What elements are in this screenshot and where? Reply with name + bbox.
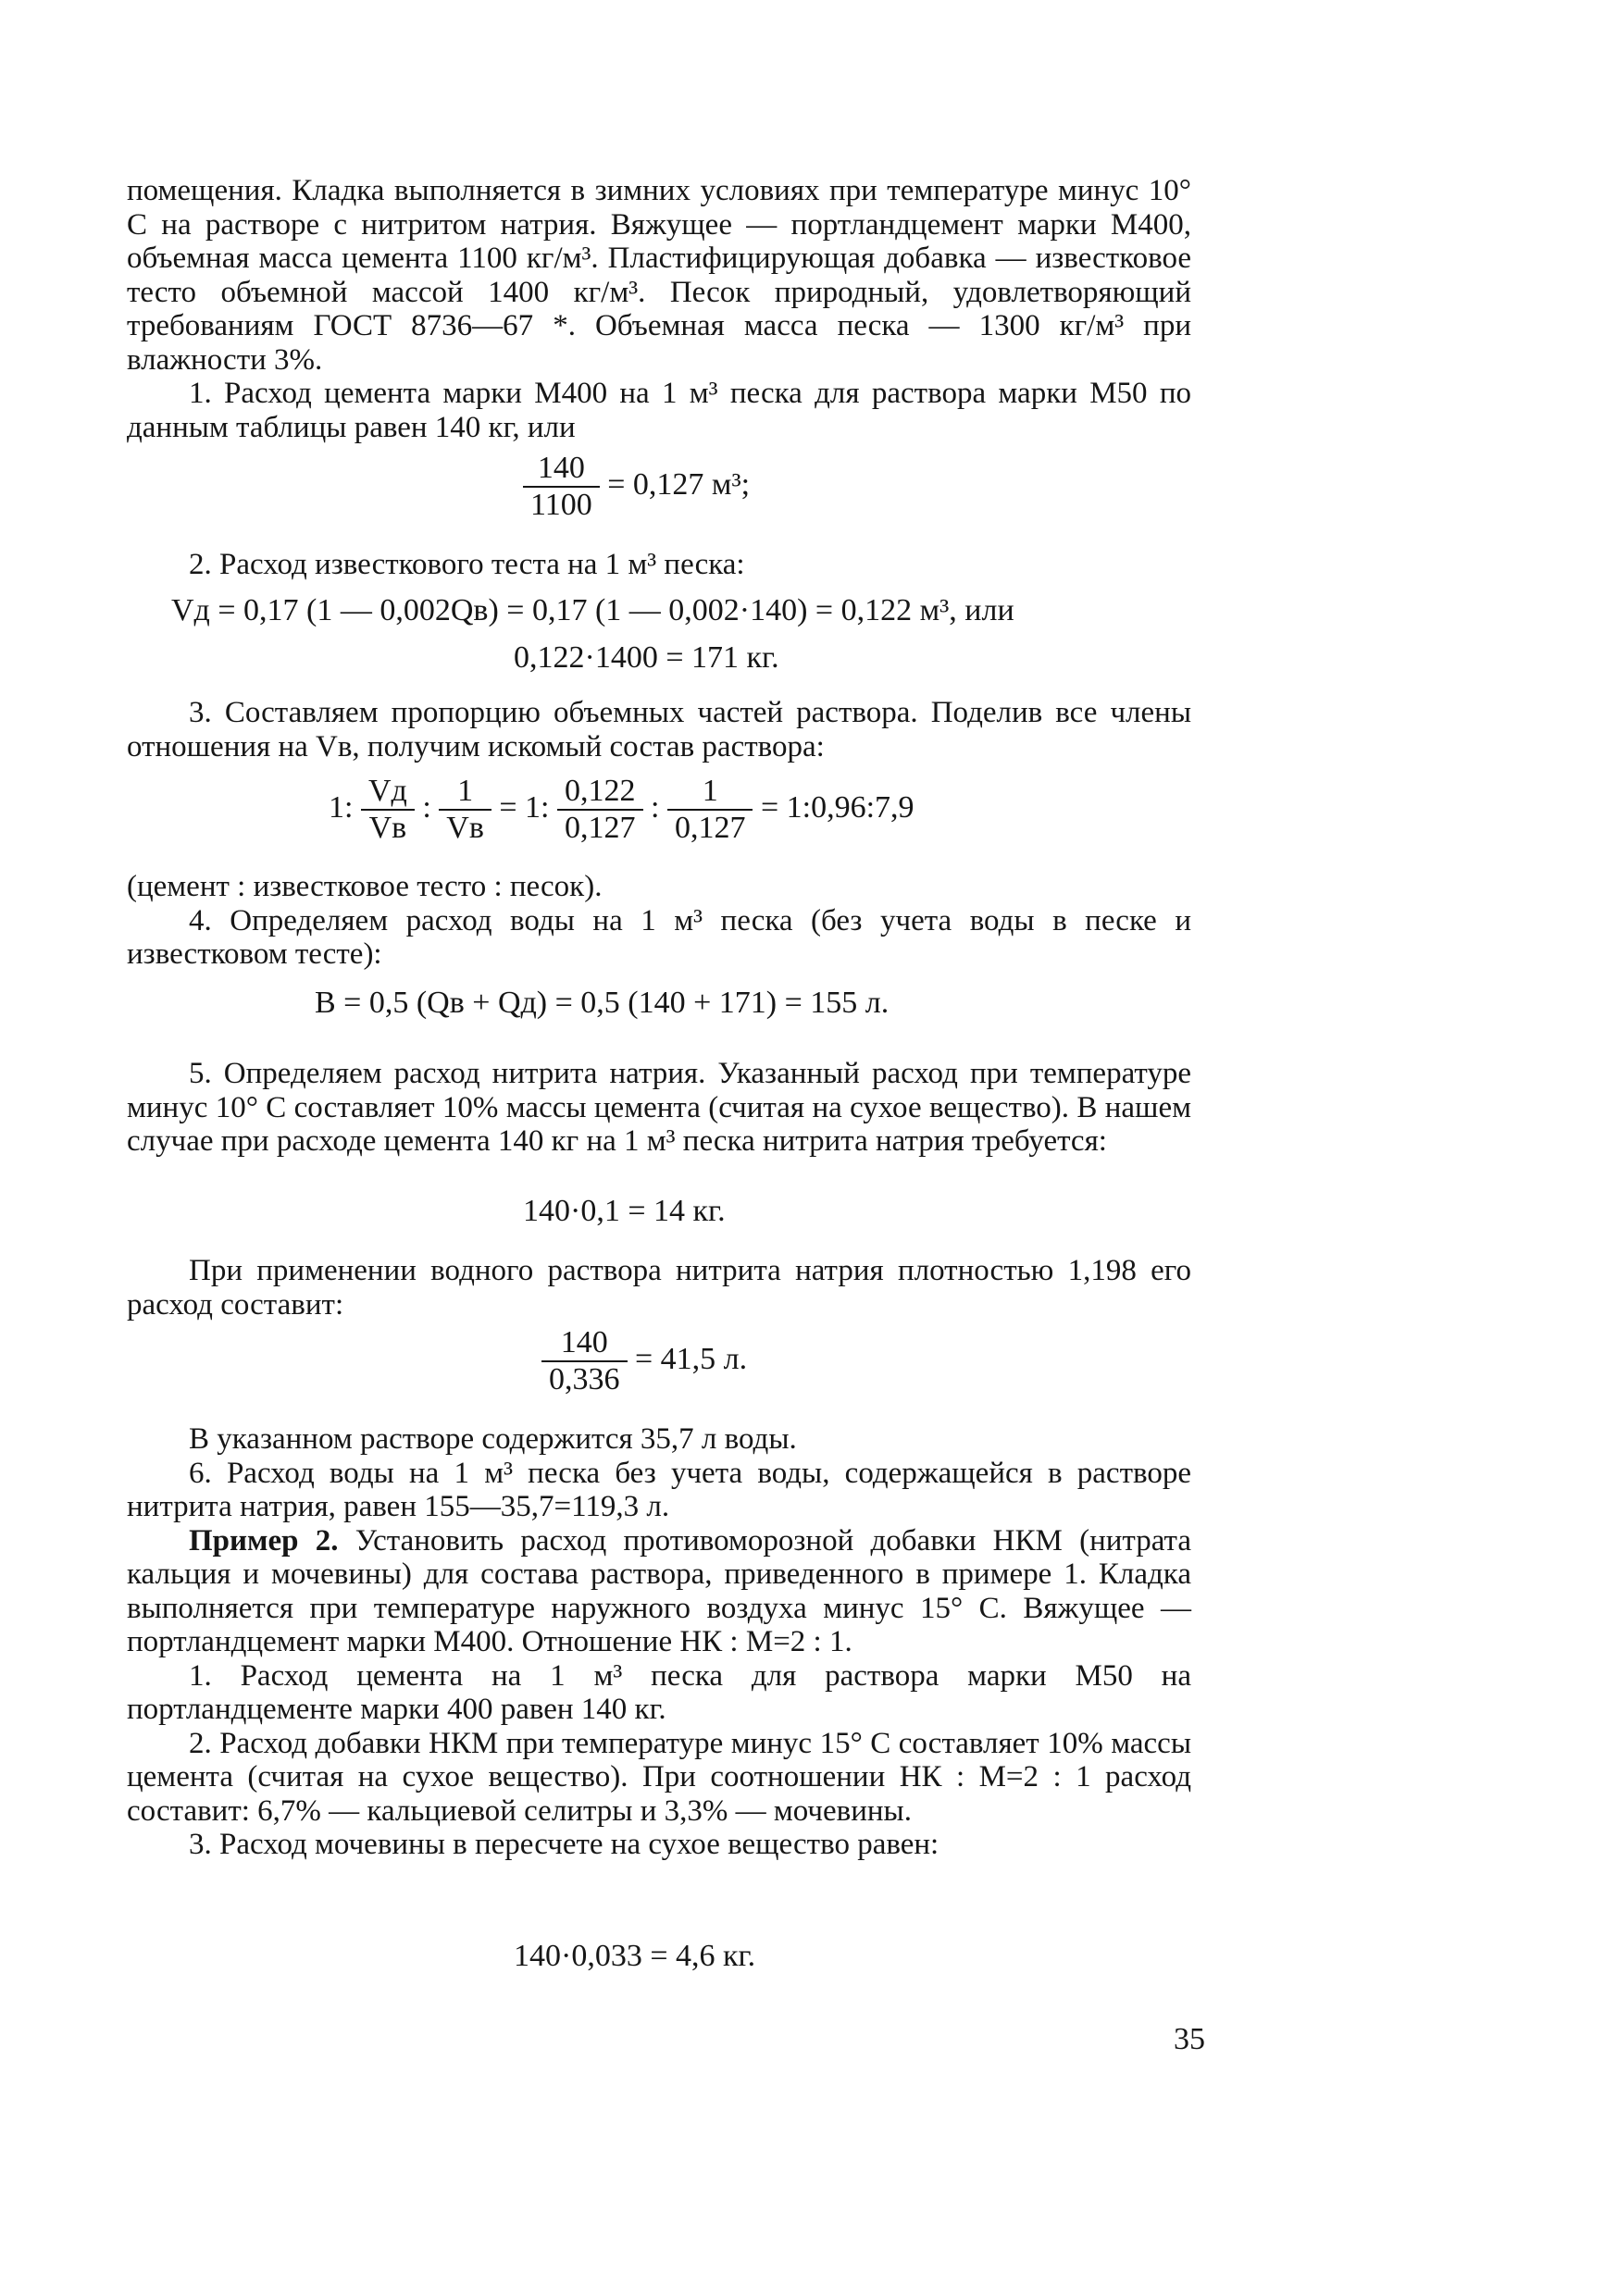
step-4-water: 4. Определяем расход воды на 1 м³ песка (без учета воды в песке и известковом тесте): [127,903,1191,971]
example-2-label: Пример 2. [189,1523,339,1558]
step-1-cement: 1. Расход цемента марки М400 на 1 м³ песка для раствора марки М50 по данным таблицы равен 140 кг, или [127,377,1191,444]
step-3-proportion: 3. Составляем пропорцию объемных частей раствора. Поделив все члены отношения на Vв, получим искомый состав раствора: [127,696,1191,763]
body-text-step-4 [127,870,1191,972]
body-text-nitrite-solution [127,1254,1191,1322]
example-2: Пример 2. Установить расход противоморозной добавки НКМ (нитрата кальция и мочевины) для состава раствора, приведенного в примере 1. Кладка выполняется при температуре наружного воздуха минус 15° С. Вяжущее — портландцемент марки М400. Отношение НК : М=2 : 1. [127,1523,1191,1658]
body-text-step-2 [127,548,1191,582]
equation-proportion: 1: $\frac{Vд}{Vв}$ : $\frac{1}{Vв}$ = 1: $\frac{0,122}{0,127}$ : $\frac{1}{0,127}$ = 1:0,96:7,9 [329,774,914,845]
step-2-lime: 2. Расход известкового теста на 1 м³ песка: [189,548,745,581]
equation-cement-volume: $\frac{140}{1100}$ = 0,127 м³; [523,451,750,523]
body-text-block-end [127,1422,1191,1862]
equation-lime-mass: 0,122·1400 = 171 кг. [514,640,779,675]
example-2-step-3: 3. Расход мочевины в пересчете на сухое вещество равен: [189,1828,939,1861]
step-5-nitrite: 5. Определяем расход нитрита натрия. Указанный расход при температуре минус 10° С составляет 10% массы цемента (считая на сухое вещество). В нашем случае при расходе цемента 140 кг на 1 м³ песка нитрита натрия требуется: [127,1057,1191,1158]
nitrite-solution-paragraph: При применении водного раствора нитрита натрия плотностью 1,198 его расход составит: [127,1254,1191,1322]
fraction: $\frac{140}{1100}$ [523,451,600,523]
body-text-block-1 [127,174,1191,444]
body-text-step-3 [127,696,1191,763]
body-text-step-5 [127,1057,1191,1159]
equation-water: В = 0,5 (Qв + Qд) = 0,5 (140 + 171) = 155 л. [315,986,890,1020]
water-content-note: В указанном растворе содержится 35,7 л воды. [189,1422,797,1456]
step-6-water: 6. Расход воды на 1 м³ песка без учета воды, содержащейся в растворе нитрита натрия, равен 155—35,7=119,3 л. [127,1456,1191,1523]
equation-urea-mass: 140·0,033 = 4,6 кг. [514,1939,756,1973]
fraction: $\frac{140}{0,336}$ [541,1325,628,1397]
equation-lime-volume: Vд = 0,17 (1 — 0,002Qв) = 0,17 (1 — 0,002·140) = 0,122 м³, или [171,593,1014,627]
equation-nitrite-mass: 140·0,1 = 14 кг. [523,1194,726,1228]
equation-nitrite-solution: $\frac{140}{0,336}$ = 41,5 л. [541,1325,747,1397]
page-number: 35 [1174,2022,1205,2056]
paragraph-continuation: помещения. Кладка выполняется в зимних условиях при температуре минус 10° С на растворе с нитритом натрия. Вяжущее — портландцемент марки М400, объемная масса цемента 1100 кг/м³. Пластифицирующая добавка — известковое тесто объемной массой 1400 кг/м³. Песок природный, удовлетворяющий требованиям ГОСТ 8736—67 *. Объемная масса песка — 1300 кг/м³ при влажности 3%. [127,174,1191,377]
proportion-legend: (цемент : известковое тесто : песок). [127,870,603,903]
fraction: $\frac{1}{0,127}$ [667,774,753,846]
example-2-step-1: 1. Расход цемента на 1 м³ песка для раствора марки М50 на портландцементе марки 400 равен 140 кг. [127,1658,1191,1726]
fraction: $\frac{1}{Vв}$ [439,774,491,846]
fraction: $\frac{Vд}{Vв}$ [361,774,415,846]
example-2-step-2: 2. Расход добавки НКМ при температуре минус 15° С составляет 10% массы цемента (считая на сухое вещество). При соотношении НК : М=2 : 1 расход составит: 6,7% — кальциевой селитры и 3,3% — мочевины. [127,1726,1191,1828]
fraction: $\frac{0,122}{0,127}$ [557,774,643,846]
